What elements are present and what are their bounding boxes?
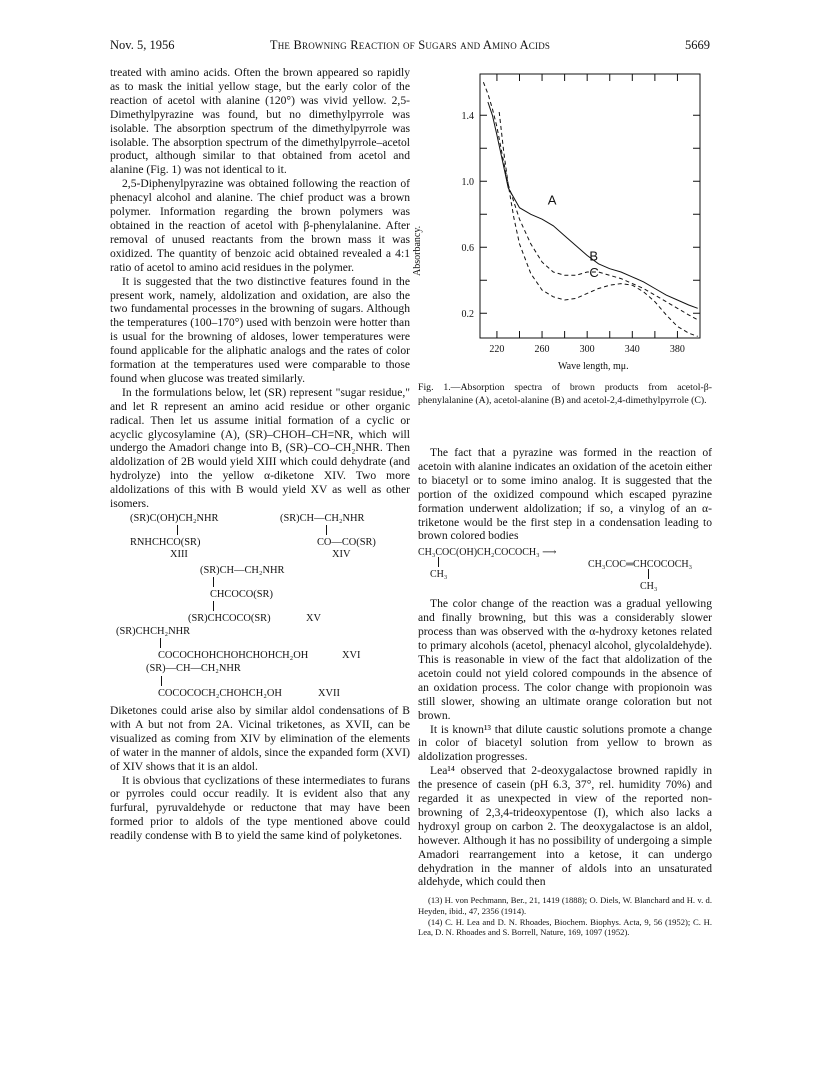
running-header: [110, 38, 710, 54]
y-tick-label: 0.6: [461, 242, 474, 254]
x-tick-label: 260: [534, 344, 550, 355]
formula: CHCOCO(SR): [210, 589, 273, 600]
formula: RNHCHCO(SR): [130, 537, 201, 548]
paragraph: In the formulations below, let (SR) represent "sugar residue," and let R represent an amino acid residue or other organic radical. Then let us assume initial formation of a cyclic or acyclic glycosylamine (A), (SR)–CHOH–CH=NR, which will undergo the Amadori change into B, (SR)–CO–CH₂NHR. Then aldolization of 2B would yield XIII which could dehydrate (and hydrolyze) into the yellow α-diketone XIV. Two more aldolizations of this with B would yield XV as well as other isomers.: [110, 385, 410, 511]
compound-number: XIII: [170, 549, 188, 560]
reactant-substituent: CH₃: [430, 569, 448, 581]
series-label-b: B: [589, 248, 599, 264]
formula: (SR)CHCH₂NHR: [116, 626, 191, 637]
formula: COCOCOCH₂CHOHCH₂OH: [158, 688, 282, 699]
compound-number: XVI: [342, 650, 361, 661]
series-label-a: A: [547, 192, 557, 208]
plot-frame: [480, 74, 700, 338]
x-tick-label: 300: [579, 344, 595, 355]
formula: (SR)CH—CH₂NHR: [200, 565, 285, 576]
formula: (SR)C(OH)CH₂NHR: [130, 513, 219, 524]
x-axis-label: Wave length, mμ.: [558, 361, 629, 372]
page-number: 5669: [685, 38, 710, 52]
right-column: [418, 446, 712, 938]
reaction-equation: [418, 547, 712, 593]
y-axis-label: Absorbancy.: [412, 225, 423, 276]
formula: CO—CO(SR): [317, 537, 376, 548]
x-tick-label: 220: [489, 344, 505, 355]
y-tick-label: 0.2: [461, 308, 474, 320]
paragraph: It is known¹³ that dilute caustic solutions promote a change in color of biacetyl solution from yellow to brown as aldolization progresses.: [418, 722, 712, 764]
paragraph: It is obvious that cyclizations of these intermediates to furans or pyrroles could occur readily. It is evident also that any furfural, pyruvaldehyde or reductone that may have been formed prior to aldols of the type mentioned above could readily condense with B to yield the same kind of polyketones.: [110, 773, 410, 843]
series-line-c: [499, 112, 698, 336]
product: CH₃COC═CHCOCOCH₃: [588, 559, 693, 571]
header-title: The Browning Reaction of Sugars and Amino Acids: [269, 38, 551, 52]
footnotes: [418, 895, 712, 938]
figure-caption: Fig. 1.—Absorption spectra of brown products from acetol-β-phenylalanine (A), acetol-alanine (B) and acetol-2,4-dimethylpyrrole (C).: [418, 382, 712, 406]
paragraph: Lea¹⁴ observed that 2-deoxygalactose browned rapidly in the presence of casein (pH 6.3, 37°, rel. humidity 70%) and regarded it as unexpected in view of the reported non-browning of 2,3,4-trideoxypentose (I), which also lacks a hydroxyl group on carbon 2. The deoxygalactose is an aldol, however. Although it has no possibility of undergoing a simple Amadori rearrangement into a ketose, it can undergo dehydration in the manner of aldols into an unsaturated aldehyde, which could then: [418, 764, 712, 889]
structural-formulas: [110, 513, 410, 680]
formula: COCOCHOHCHOHCHOHCH₂OH: [158, 650, 309, 661]
paragraph: 2,5-Diphenylpyrazine was obtained following the reaction of phenacyl alcohol and alanine. The chief product was a brown polymer. Information regarding the brown polymers was obtained in the reaction of acetol with β-phenylalanine. After removal of unused reactants from the brown mass it was oxidized. The quantity of benzoic acid obtained revealed a 4:1 ratio of acetol to amino acid residues in the polymer.: [110, 177, 410, 274]
footnote: (14) C. H. Lea and D. N. Rhoades, Biochem. Biophys. Acta, 9, 56 (1952); C. H. Lea, D. N. Rhoades and S. Borrell, Nature, 169, 1097 (1952).: [418, 916, 712, 938]
formula: (SR)CHCOCO(SR): [188, 613, 271, 624]
x-tick-label: 380: [669, 344, 685, 355]
paragraph: The fact that a pyrazine was formed in the reaction of acetoin with alanine indicates an oxidation of the acetoin either to biacetyl or to some imino analog. It is suggested that the portion of the oxidized compound which escaped pyrazine formation underwent aldolization; if so, a vinylog of an α-triketone would be the first step in a condensation leading to brown colored bodies: [418, 446, 712, 543]
left-column: [110, 66, 410, 843]
reactant: CH₃COC(OH)CH₂COCOCH₃ ⟶: [418, 547, 557, 559]
paragraph: Diketones could arise also by similar aldol condensations of B with A but not from 2A. Vicinal triketones, as XVII, can be visualized as coming from XIV by elimination of the elements of water in the manner of aldols, since the expanded form (XVI) of XIV shows that it is an aldol.: [110, 704, 410, 773]
paragraph: treated with amino acids. Often the brown appeared so rapidly as to mask the initial yellow stage, but the early color of the reaction of acetol with alanine (120°) was vivid yellow. 2,5-Dimethylpyrazine was found, but no dimethylpyrrole was isolable. The absorption spectrum of the dimethylpyrrole was isolable. The absorption spectrum of the dimethylpyrrole–acetol product, although similar to that obtained from acetol and alanine (Fig. 1) was not identical to it.: [110, 66, 410, 177]
footnote: (13) H. von Pechmann, Ber., 21, 1419 (1888); O. Diels, W. Blanchard and H. v. d. Heyden, ibid., 47, 2356 (1914).: [418, 895, 712, 917]
y-tick-label: 1.0: [461, 176, 474, 188]
structural-formulas-cont: [110, 676, 410, 704]
y-tick-label: 1.4: [461, 110, 474, 122]
x-tick-label: 340: [624, 344, 640, 355]
paragraph: The color change of the reaction was a gradual yellowing and finally browning, but this was a considerably slower process than was observed with the α-hydroxy ketones related to primary alcohols (acetol, phenacyl alcohol, glycolaldehyde). This is reasonable in view of the fact that aldolization of the acetoin could not yield colored compounds in the absence of an oxidation process. The color change with propionoin was still slower, showing an ultimate orange coloration but not brown.: [418, 597, 712, 722]
compound-number: XVII: [318, 688, 340, 699]
figure-1: [412, 64, 712, 444]
compound-number: XV: [306, 613, 322, 624]
header-date: Nov. 5, 1956: [110, 38, 175, 52]
paragraph: It is suggested that the two distinctive features found in the present work, namely, aldolization and oxidation, are also the two fundamental processes in the browning of sugars. Although the temperatures (100–170°) used with benzoin were hotter than is usual for the browning of aldoses, lower temperatures were found applicable for the aliphatic analogs and the rates of color formation at the temperatures used were comparable to those found when glucose was treated similarly.: [110, 274, 410, 385]
absorption-chart: [418, 64, 712, 364]
series-label-c: C: [589, 264, 599, 280]
formula: (SR)CH—CH₂NHR: [280, 513, 365, 524]
compound-number: XIV: [332, 549, 351, 560]
formula: (SR)—CH—CH₂NHR: [146, 663, 241, 674]
product-substituent: CH₃: [640, 581, 658, 593]
